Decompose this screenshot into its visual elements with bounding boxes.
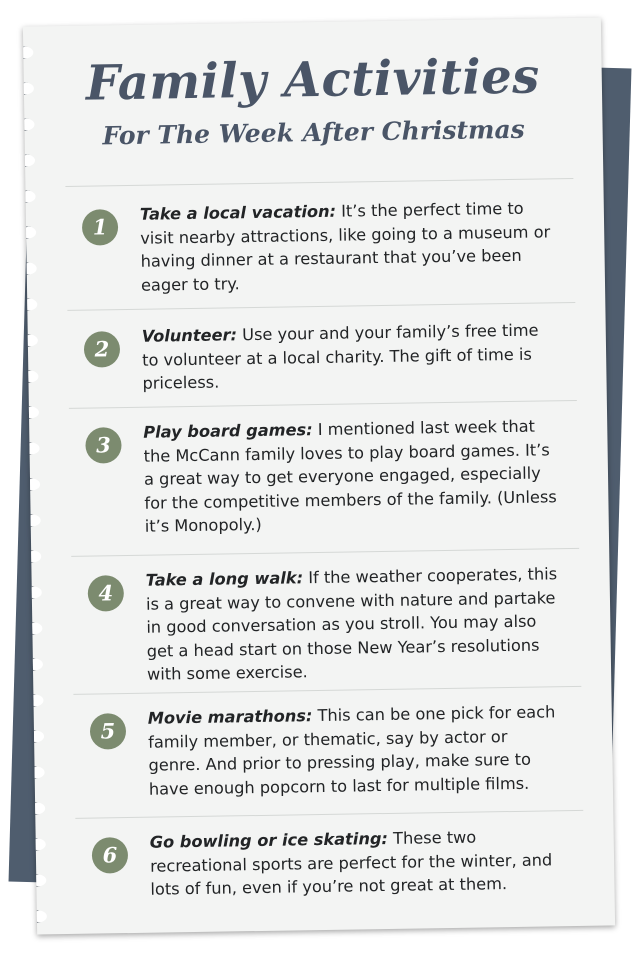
activity-body: This can be one pick for each family member, or thematic, say by actor or genre. And prior to pressing play, make sure to have enough popcorn to last for multiple films.	[148, 702, 556, 799]
divider	[75, 810, 583, 819]
divider	[67, 302, 575, 311]
activity-text	[143, 414, 561, 538]
activity-heading: Take a long walk:	[145, 568, 304, 590]
activity-body: If the weather cooperates, this is a great way to convene with nature and partake in good conversation as you stroll. You may also get a head start on those New Year’s resolutions with some exercise.	[145, 564, 558, 684]
activity-item	[85, 414, 565, 536]
number-badge: 6	[92, 837, 129, 874]
activity-body: It’s the perfect time to visit nearby attractions, like going to a museum or having dinner at a restaurant that you’ve been eager to try.	[140, 198, 551, 295]
activity-heading: Go bowling or ice skating:	[149, 828, 389, 852]
number-badge: 1	[82, 209, 119, 246]
activity-heading: Movie marathons:	[147, 706, 313, 728]
number-badge: 2	[84, 331, 121, 368]
activity-item	[84, 318, 564, 393]
binder-hole	[29, 910, 47, 922]
binder-hole	[23, 190, 36, 202]
activity-text	[150, 824, 567, 901]
divider	[71, 548, 579, 557]
binder-hole	[23, 154, 35, 166]
number-badge: 3	[85, 427, 122, 464]
divider	[65, 178, 573, 187]
activity-text	[148, 700, 565, 801]
activity-item	[82, 196, 562, 295]
activity-heading: Play board games:	[143, 420, 313, 442]
activity-text	[140, 196, 557, 297]
page-subtitle: For The Week After Christmas	[102, 114, 525, 151]
activity-heading: Take a local vacation:	[139, 201, 337, 224]
number-badge: 4	[88, 575, 125, 612]
activity-item	[90, 700, 570, 799]
binder-hole	[23, 226, 36, 238]
activity-body: Use your and your family’s free time to volunteer at a local charity. The gift of time is priceless.	[142, 320, 539, 393]
activity-text	[145, 562, 563, 686]
notebook-page	[23, 18, 615, 935]
activity-body: These two recreational sports are perfect for the winter, and lots of fun, even if you’re not great at them.	[149, 827, 553, 899]
divider	[69, 400, 577, 409]
divider	[73, 686, 581, 695]
number-badge: 5	[90, 713, 127, 750]
activity-item	[92, 824, 572, 899]
activity-item	[87, 562, 567, 684]
activity-body: I mentioned last week that the McCann family loves to play board games. It’s a great way to get everyone engaged, especially for the competitive members of the family. (Unless it’s Monopoly.)	[143, 416, 557, 536]
activity-heading: Volunteer:	[141, 325, 238, 346]
page-title: Family Activities	[85, 48, 541, 112]
activity-text	[142, 318, 559, 395]
